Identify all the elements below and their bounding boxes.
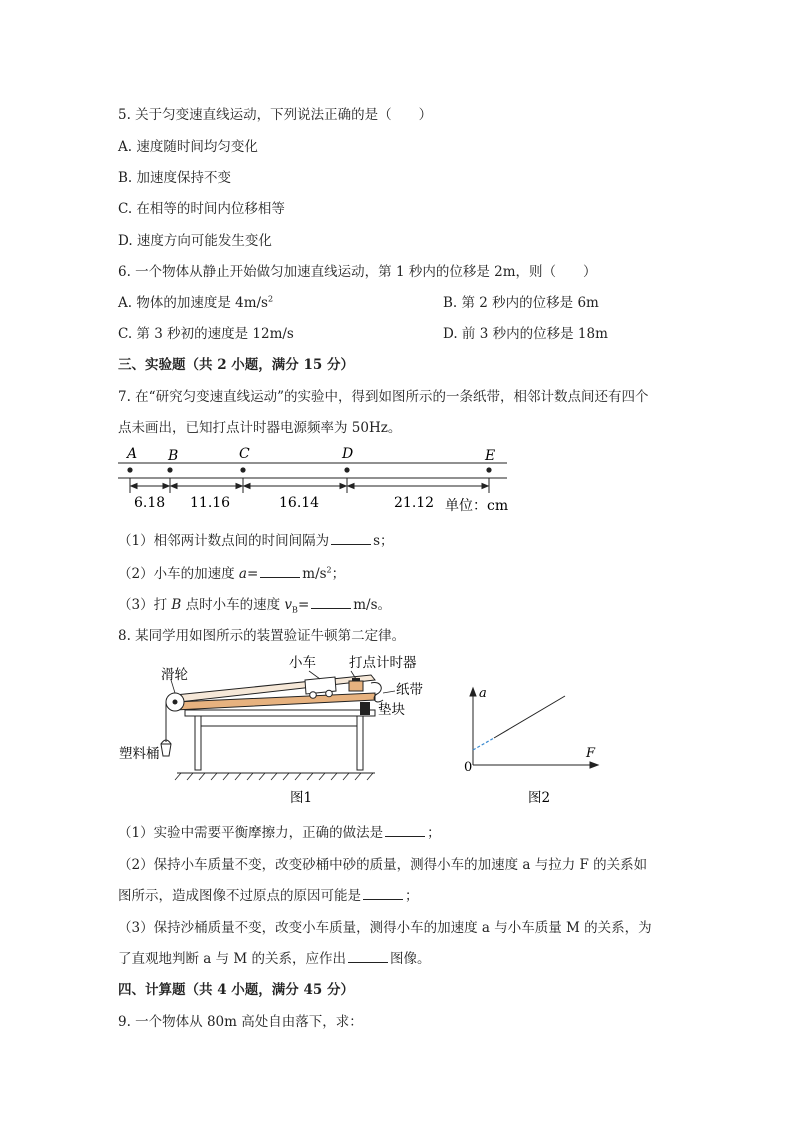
- bucket-icon: [161, 740, 171, 756]
- tape-point-c: [240, 467, 245, 472]
- q5-option-b: B. 加速度保持不变: [118, 170, 232, 186]
- q5-option-d: D. 速度方向可能发生变化: [118, 233, 272, 249]
- fig2-caption: 图2: [528, 790, 551, 806]
- tape-label-b: B: [168, 448, 179, 464]
- answer-blank[interactable]: [348, 950, 388, 963]
- fitted-line: [494, 696, 565, 738]
- q8-part3-line2: 了直观地判断 a 与 M 的关系，应作出 图像。: [118, 951, 431, 967]
- q8-part1: （1）实验中需要平衡摩擦力，正确的做法是 ；: [118, 825, 441, 841]
- answer-blank[interactable]: [260, 565, 300, 578]
- fig1-caption: 图1: [290, 790, 313, 806]
- answer-blank[interactable]: [331, 532, 371, 545]
- tape-point-d: [344, 467, 349, 472]
- answer-blank[interactable]: [311, 596, 351, 609]
- fitted-line-dashed: [473, 738, 494, 750]
- pulley-icon: [166, 693, 184, 711]
- tape-label-c: C: [239, 446, 250, 462]
- y-axis-label: a: [479, 686, 487, 701]
- x-axis-label: F: [586, 746, 596, 761]
- tape-label-a: A: [127, 446, 138, 462]
- section-heading-calculations: 四、计算题（共 4 小题，满分 45 分）: [118, 982, 354, 998]
- answer-blank[interactable]: [385, 824, 425, 837]
- label-cart: 小车: [289, 655, 316, 671]
- section-heading-experiments: 三、实验题（共 2 小题，满分 15 分）: [118, 357, 354, 373]
- q7-part3: （3）打 B 点时小车的速度 $v_B= m/s$。: [118, 597, 392, 615]
- origin-label: 0: [464, 760, 473, 775]
- answer-blank[interactable]: [363, 887, 403, 900]
- label-bucket: 塑料桶: [119, 746, 160, 762]
- graph-a-vs-f: [458, 683, 608, 808]
- q6-option-b: B. 第 2 秒内的位移是 6m: [443, 295, 599, 311]
- q6-stem: 6. 一个物体从静止开始做匀加速直线运动，第 1 秒内的位移是 2m，则（ ）: [118, 264, 597, 280]
- tape-label-e: E: [485, 448, 496, 464]
- q7-part2: （2）小车的加速度 $a= m/s^2$；: [118, 565, 346, 582]
- q5-stem: 5. 关于匀变速直线运动，下列说法正确的是（ ）: [118, 107, 433, 123]
- q7-stem-line1: 7. 在“研究匀变速直线运动”的实验中，得到如图所示的一条纸带，相邻计数点间还有四个: [118, 389, 649, 405]
- q6-option-c: C. 第 3 秒初的速度是 12m/s: [118, 326, 294, 342]
- q8-stem: 8. 某同学用如图所示的装置验证牛顿第二定律。: [118, 628, 406, 644]
- q8-part2-line1: （2）保持小车质量不变，改变砂桶中砂的质量，测得小车的加速度 a 与拉力 F 的关系如: [118, 857, 648, 873]
- label-timer: 打点计时器: [349, 655, 417, 671]
- label-pulley: 滑轮: [161, 667, 188, 683]
- tape-unit: 单位：cm: [445, 498, 509, 514]
- segment-bc: 11.16: [190, 495, 231, 511]
- q5-option-c: C. 在相等的时间内位移相等: [118, 201, 285, 217]
- q7-stem-line2: 点未画出，已知打点计时器电源频率为 50Hz。: [118, 420, 402, 436]
- paper-tape-figure: [115, 443, 515, 518]
- q5-option-a: A. 速度随时间均匀变化: [118, 139, 258, 155]
- q6-option-a: A. 物体的加速度是 $4m/s^2$: [118, 294, 274, 311]
- apparatus-figure: [113, 650, 433, 810]
- q6-option-d: D. 前 3 秒内的位移是 18m: [443, 326, 608, 342]
- q9-stem: 9. 一个物体从 80m 高处自由落下，求：: [118, 1014, 363, 1030]
- segment-cd: 16.14: [279, 495, 320, 511]
- label-block: 垫块: [378, 702, 405, 718]
- segment-de: 21.12: [394, 495, 435, 511]
- tape-point-e: [486, 467, 491, 472]
- q8-part3-line1: （3）保持沙桶质量不变，改变小车质量，测得小车的加速度 a 与小车质量 M 的关系，为: [118, 920, 652, 936]
- tape-point-b: [167, 467, 172, 472]
- q8-part2-line2: 图所示，造成图像不过原点的原因可能是 ；: [118, 888, 419, 904]
- q7-part1: （1）相邻两计数点间的时间间隔为 s；: [118, 533, 394, 549]
- label-tape: 纸带: [396, 682, 423, 698]
- segment-ab: 6.18: [134, 495, 166, 511]
- tape-point-a: [127, 467, 132, 472]
- tape-label-d: D: [342, 446, 354, 462]
